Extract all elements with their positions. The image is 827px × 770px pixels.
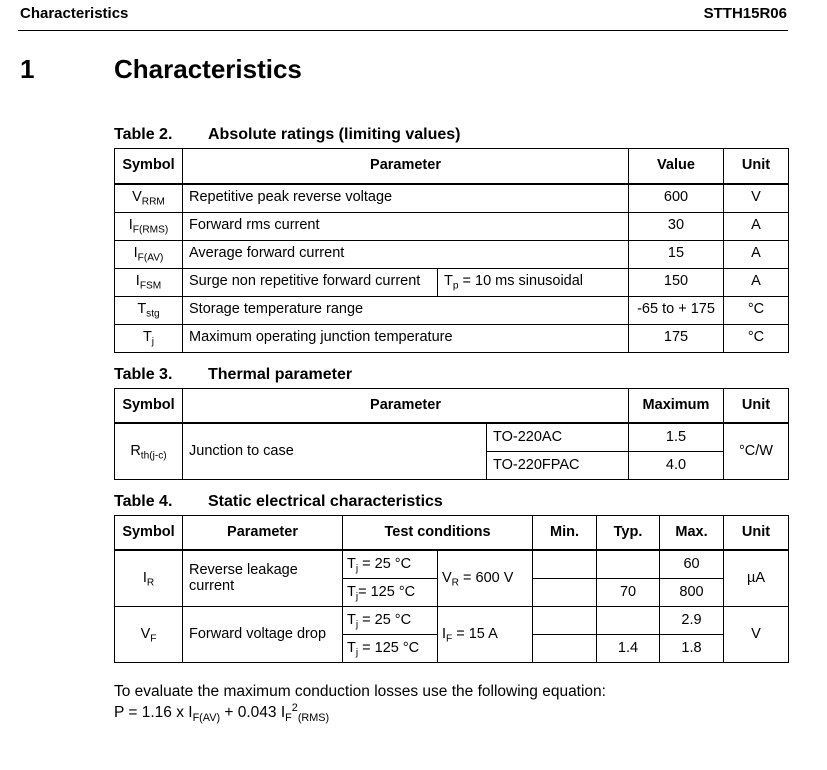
unit-cell: °C/W <box>724 423 789 480</box>
value-cell: -65 to + 175 <box>629 296 724 324</box>
table-row <box>115 607 789 635</box>
value-cell: 150 <box>629 268 724 296</box>
max-cell: 60 <box>660 550 724 579</box>
max-cell: 1.8 <box>660 635 724 663</box>
table2-label: Table 2. <box>114 126 173 143</box>
table4-header-parameter: Parameter <box>183 516 343 551</box>
package-cell: TO-220FPAC <box>487 452 629 480</box>
symbol-cell: $V_{RRM}$ <box>115 184 183 213</box>
min-cell <box>533 635 597 663</box>
condition-cell: $T_j= 125$ °C <box>343 579 438 607</box>
unit-cell: A <box>724 268 789 296</box>
condition-cell: $T_j = 25$ °C <box>343 550 438 579</box>
min-cell <box>533 607 597 635</box>
symbol-cell: $I_{F(AV)}$ <box>115 240 183 268</box>
typ-cell <box>597 607 660 635</box>
table3-header-unit: Unit <box>724 389 789 424</box>
value-cell: 30 <box>629 212 724 240</box>
equation-intro: To evaluate the maximum conduction losses use the following equation: <box>114 683 606 700</box>
parameter-cell: Forward voltage drop <box>183 607 343 663</box>
table-row <box>115 268 789 296</box>
table3-header-parameter: Parameter <box>183 389 629 424</box>
symbol-cell: $V_F$ <box>115 607 183 663</box>
table4-header-symbol: Symbol <box>115 516 183 551</box>
parameter-cell: Repetitive peak reverse voltage <box>183 184 629 213</box>
bias-cell: $I_F = 15$ A <box>438 607 533 663</box>
table2-header-value: Value <box>629 149 724 184</box>
table-row <box>115 324 789 352</box>
static-electrical-table <box>114 515 789 663</box>
max-cell: 2.9 <box>660 607 724 635</box>
typ-cell: 70 <box>597 579 660 607</box>
symbol-cell: $T_{stg}$ <box>115 296 183 324</box>
conduction-loss-equation: P = 1.16 x $I_{F(AV)} + 0.043$ $I_F^2_{(RMS)}$ <box>114 701 330 724</box>
table3-header-maximum: Maximum <box>629 389 724 424</box>
table-row <box>115 423 789 452</box>
unit-cell: µA <box>724 550 789 607</box>
parameter-cell: Surge non repetitive forward current <box>183 268 438 296</box>
parameter-cell: Forward rms current <box>183 212 629 240</box>
min-cell <box>533 550 597 579</box>
parameter-cell: Reverse leakage current <box>183 550 343 607</box>
section-number: 1 <box>20 54 35 84</box>
table4-title: Static electrical characteristics <box>208 493 443 510</box>
table4-header-max: Max. <box>660 516 724 551</box>
table-row <box>115 550 789 579</box>
parameter-cell: Maximum operating junction temperature <box>183 324 629 352</box>
typ-cell <box>597 550 660 579</box>
table4-header-test-conditions: Test conditions <box>343 516 533 551</box>
maximum-cell: 1.5 <box>629 423 724 452</box>
value-cell: 600 <box>629 184 724 213</box>
unit-cell: V <box>724 184 789 213</box>
parameter-cell: Average forward current <box>183 240 629 268</box>
parameter-cell: Storage temperature range <box>183 296 629 324</box>
package-cell: TO-220AC <box>487 423 629 452</box>
table3-caption <box>114 366 352 384</box>
maximum-cell: 4.0 <box>629 452 724 480</box>
bias-cell: $V_R = 600$ V <box>438 550 533 607</box>
symbol-cell: $T_j$ <box>115 324 183 352</box>
table-row <box>115 212 789 240</box>
table3-header-symbol: Symbol <box>115 389 183 424</box>
symbol-cell: $I_{F(RMS)}$ <box>115 212 183 240</box>
table-row <box>115 240 789 268</box>
min-cell <box>533 579 597 607</box>
running-header-section: Characteristics <box>20 5 129 22</box>
condition-cell: $T_p = 10$ ms sinusoidal <box>438 268 629 296</box>
running-header-part-number: STTH15R06 <box>703 5 787 22</box>
table3-title: Thermal parameter <box>208 366 353 383</box>
unit-cell: A <box>724 240 789 268</box>
table3-label: Table 3. <box>114 366 173 383</box>
table4-header-unit: Unit <box>724 516 789 551</box>
absolute-ratings-table <box>114 148 789 353</box>
table2-header-symbol: Symbol <box>115 149 183 184</box>
symbol-cell: $I_R$ <box>115 550 183 607</box>
table-row <box>115 184 789 213</box>
value-cell: 175 <box>629 324 724 352</box>
symbol-cell: $I_{FSM}$ <box>115 268 183 296</box>
table4-header-min: Min. <box>533 516 597 551</box>
header-rule <box>18 30 788 31</box>
unit-cell: A <box>724 212 789 240</box>
condition-cell: $T_j = 125$ °C <box>343 635 438 663</box>
section-title: Characteristics <box>114 54 302 84</box>
value-cell: 15 <box>629 240 724 268</box>
table4-label: Table 4. <box>114 493 173 510</box>
thermal-parameter-table <box>114 388 789 480</box>
table2-header-parameter: Parameter <box>183 149 629 184</box>
condition-cell: $T_j = 25$ °C <box>343 607 438 635</box>
parameter-cell: Junction to case <box>183 423 487 480</box>
table2-title: Absolute ratings (limiting values) <box>208 126 461 143</box>
table2-header-unit: Unit <box>724 149 789 184</box>
typ-cell: 1.4 <box>597 635 660 663</box>
table4-caption <box>114 493 443 511</box>
table-row <box>115 296 789 324</box>
table4-header-typ: Typ. <box>597 516 660 551</box>
table2-caption <box>114 126 460 144</box>
unit-cell: °C <box>724 296 789 324</box>
max-cell: 800 <box>660 579 724 607</box>
unit-cell: °C <box>724 324 789 352</box>
symbol-cell: $R_{th(j-c)}$ <box>115 423 183 480</box>
unit-cell: V <box>724 607 789 663</box>
